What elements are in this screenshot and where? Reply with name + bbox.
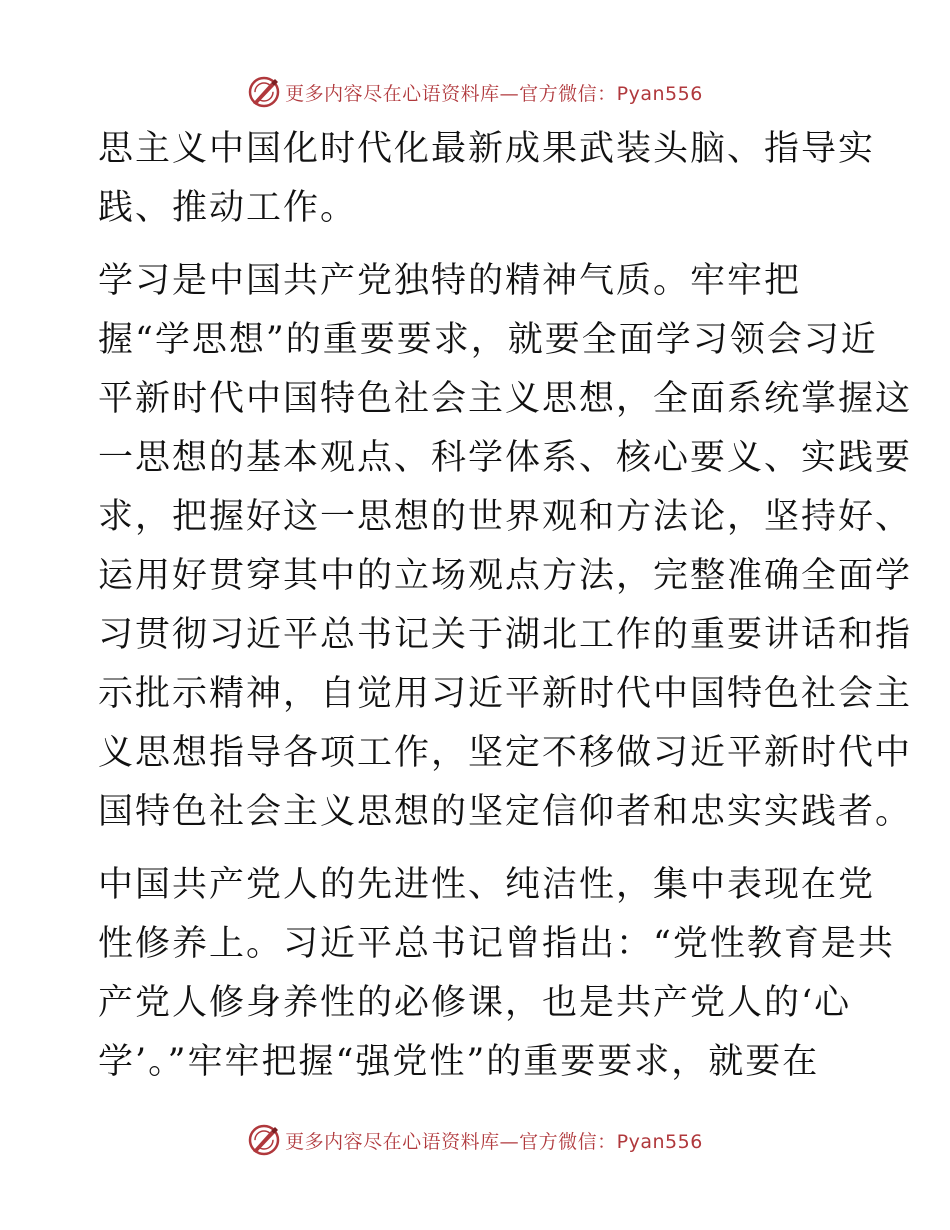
footer-watermark xyxy=(0,1120,950,1160)
text-line: 性修养上。习近平总书记曾指出：“党性教育是共 xyxy=(98,924,895,964)
watermark-title: 更多内容尽在心语资料库 xyxy=(285,1130,500,1153)
paragraph-gap xyxy=(98,842,858,856)
watermark-contact: 官方微信：Pyan556 xyxy=(519,82,703,105)
paragraph-2 xyxy=(98,252,913,842)
text-line: 国特色社会主义思想的坚定信仰者和忠实实践者。 xyxy=(98,792,913,832)
text-line: 一思想的基本观点、科学体系、核心要义、实践要 xyxy=(98,438,913,478)
watermark-contact: 官方微信：Pyan556 xyxy=(519,1130,703,1153)
text-line: 践、推动工作。 xyxy=(98,188,358,228)
text-line: 习贯彻习近平总书记关于湖北工作的重要讲话和指 xyxy=(98,615,913,655)
text-line: 求，把握好这一思想的世界观和方法论，坚持好、 xyxy=(98,497,913,537)
text-line: 产党人修身养性的必修课，也是共产党人的‘心 xyxy=(98,983,852,1023)
text-line: 思主义中国化时代化最新成果武装头脑、指导实 xyxy=(98,129,876,169)
text-line: 义思想指导各项工作，坚定不移做习近平新时代中 xyxy=(98,733,913,773)
text-line: 平新时代中国特色社会主义思想，全面系统掌握这 xyxy=(98,379,913,419)
text-line: 握“学思想”的重要要求，就要全面学习领会习近 xyxy=(98,320,878,360)
watermark-text xyxy=(285,1127,703,1154)
text-line: 中国共产党人的先进性、纯洁性，集中表现在党 xyxy=(98,865,876,905)
watermark-text xyxy=(285,79,703,106)
paragraph-1 xyxy=(98,120,876,238)
watermark-separator: — xyxy=(499,1130,520,1153)
pen-logo-icon xyxy=(247,75,281,109)
header-watermark xyxy=(0,72,950,112)
text-line: 示批示精神，自觉用习近平新时代中国特色社会主 xyxy=(98,674,913,714)
watermark-title: 更多内容尽在心语资料库 xyxy=(285,82,500,105)
paragraph-gap xyxy=(98,238,858,252)
paragraph-3 xyxy=(98,856,895,1092)
watermark-separator: — xyxy=(499,82,520,105)
text-line: 运用好贯穿其中的立场观点方法，完整准确全面学 xyxy=(98,556,913,596)
text-line: 学’。”牢牢把握“强党性”的重要要求，就要在 xyxy=(98,1042,820,1082)
text-line: 学习是中国共产党独特的精神气质。牢牢把 xyxy=(98,261,802,301)
document-body xyxy=(98,120,913,1092)
pen-logo-icon xyxy=(247,1123,281,1157)
